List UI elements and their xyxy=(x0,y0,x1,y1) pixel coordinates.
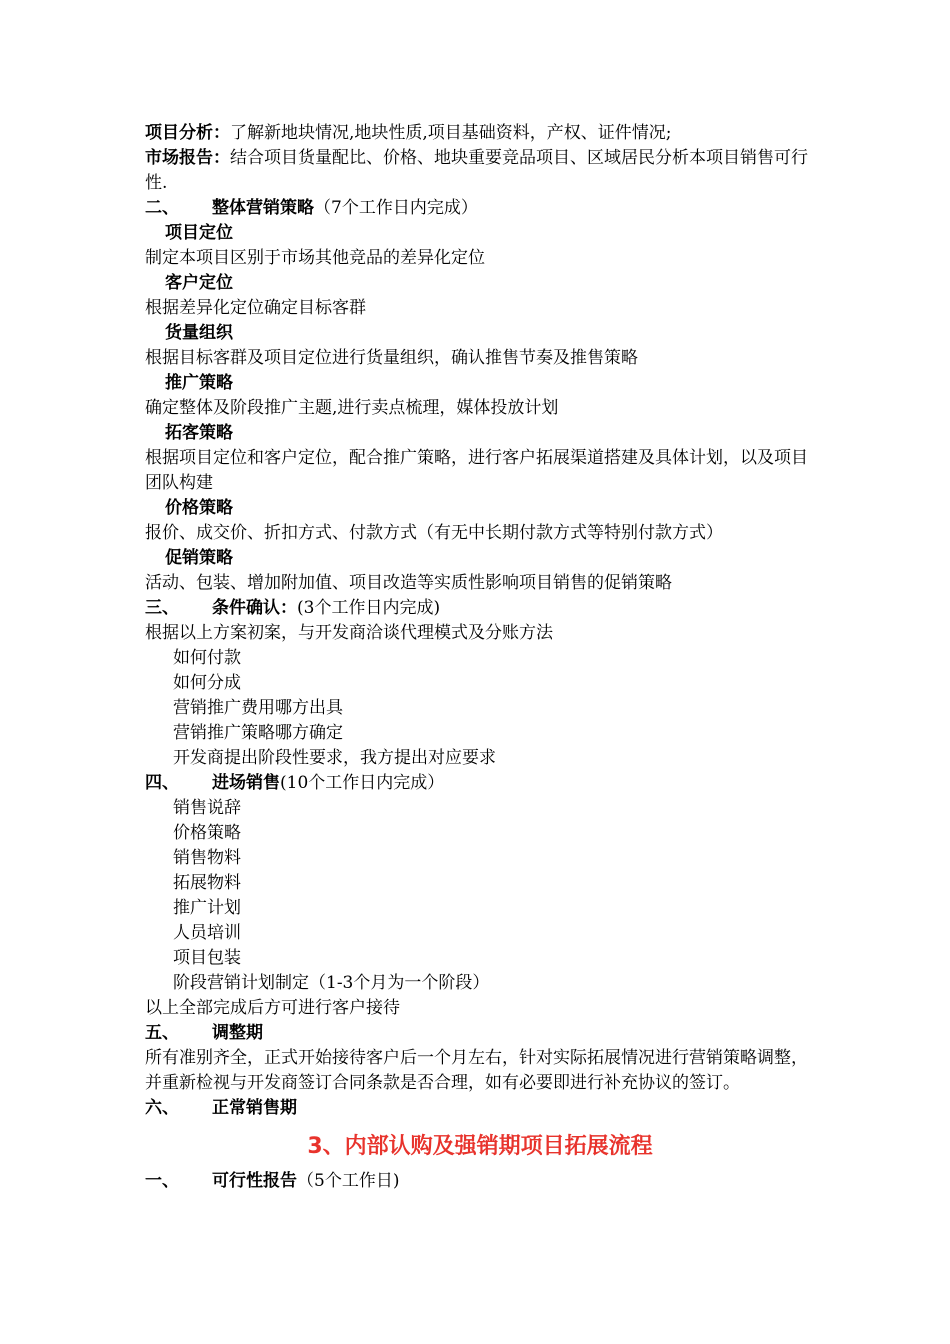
s3-list-item: 如何分成 xyxy=(173,673,241,693)
s3-list-item: 营销推广策略哪方确定 xyxy=(173,723,343,743)
section-2-heading xyxy=(145,196,815,221)
section-6-heading xyxy=(145,1096,815,1121)
s4-list-item: 销售说辞 xyxy=(173,798,241,818)
section-5-number: 五、 xyxy=(145,1023,179,1043)
market-line xyxy=(145,146,815,196)
market-label: 市场报告： xyxy=(145,148,230,168)
chapter-3-heading: 3、内部认购及强销期项目拓展流程 xyxy=(307,1134,653,1159)
s4-list-item: 拓展物料 xyxy=(173,873,241,893)
analysis-text: 了解新地块情况,地块性质,项目基础资料，产权、证件情况; xyxy=(230,123,672,143)
s2-item-desc: 活动、包装、增加附加值、项目改造等实质性影响项目销售的促销策略 xyxy=(145,573,672,593)
s4-list-item: 推广计划 xyxy=(173,898,241,918)
section-5-title: 调整期 xyxy=(212,1023,263,1043)
s2-item-head: 推广策略 xyxy=(165,373,233,393)
s3-list-item: 如何付款 xyxy=(173,648,241,668)
s2-item-head: 促销策略 xyxy=(165,548,233,568)
section-2-title: 整体营销策略 xyxy=(212,198,314,218)
section-4-after: 以上全部完成后方可进行客户接待 xyxy=(145,998,400,1018)
section-3-note: (3个工作日内完成) xyxy=(297,598,441,618)
section-3-intro: 根据以上方案初案，与开发商洽谈代理模式及分账方法 xyxy=(145,623,553,643)
s3-list-item: 开发商提出阶段性要求，我方提出对应要求 xyxy=(173,748,496,768)
market-text: 结合项目货量配比、价格、地块重要竞品项目、区域居民分析本项目销售可行性. xyxy=(145,148,808,193)
analysis-line xyxy=(145,121,815,146)
section-3-title: 条件确认： xyxy=(212,598,297,618)
section-4-number: 四、 xyxy=(145,773,179,793)
section-6-title: 正常销售期 xyxy=(212,1098,297,1118)
s4-list-item: 销售物料 xyxy=(173,848,241,868)
s2-item-desc: 根据目标客群及项目定位进行货量组织，确认推售节奏及推售策略 xyxy=(145,348,638,368)
s2-item-desc: 报价、成交价、折扣方式、付款方式（有无中长期付款方式等特别付款方式） xyxy=(145,523,723,543)
new-section-1-note: （5个工作日) xyxy=(297,1171,400,1191)
new-section-1-number: 一、 xyxy=(145,1171,179,1191)
s2-item-desc: 制定本项目区别于市场其他竞品的差异化定位 xyxy=(145,248,485,268)
new-section-1-title: 可行性报告 xyxy=(212,1171,297,1191)
s2-item-desc: 根据项目定位和客户定位，配合推广策略，进行客户拓展渠道搭建及具体计划，以及项目团队构建 xyxy=(145,448,808,493)
section-2-note: （7个工作日内完成） xyxy=(314,198,478,218)
s2-item-head: 客户定位 xyxy=(165,273,233,293)
section-4-note: (10个工作日内完成） xyxy=(280,773,445,793)
section-3-heading xyxy=(145,596,815,621)
s4-list-item: 价格策略 xyxy=(173,823,241,843)
s2-item-head: 项目定位 xyxy=(165,223,233,243)
s2-item-desc: 根据差异化定位确定目标客群 xyxy=(145,298,366,318)
s4-list-item: 项目包装 xyxy=(173,948,241,968)
s4-list-item: 人员培训 xyxy=(173,923,241,943)
s2-item-head: 货量组织 xyxy=(165,323,233,343)
s3-list-item: 营销推广费用哪方出具 xyxy=(173,698,343,718)
s2-item-head: 拓客策略 xyxy=(165,423,233,443)
document-body xyxy=(145,121,815,1194)
section-4-heading xyxy=(145,771,815,796)
section-4-title: 进场销售 xyxy=(212,773,280,793)
s2-item-head: 价格策略 xyxy=(165,498,233,518)
section-2-number: 二、 xyxy=(145,198,179,218)
analysis-label: 项目分析： xyxy=(145,123,230,143)
s4-list-item: 阶段营销计划制定（1-3个月为一个阶段） xyxy=(173,973,490,993)
section-5-text: 所有准别齐全，正式开始接待客户后一个月左右，针对实际拓展情况进行营销策略调整，并重新检视与开发商签订合同条款是否合理，如有必要即进行补充协议的签订。 xyxy=(145,1048,808,1093)
s2-item-desc: 确定整体及阶段推广主题,进行卖点梳理，媒体投放计划 xyxy=(145,398,559,418)
section-5-heading xyxy=(145,1021,815,1046)
section-6-number: 六、 xyxy=(145,1098,179,1118)
new-section-1-heading xyxy=(145,1169,815,1194)
section-3-number: 三、 xyxy=(145,598,179,618)
